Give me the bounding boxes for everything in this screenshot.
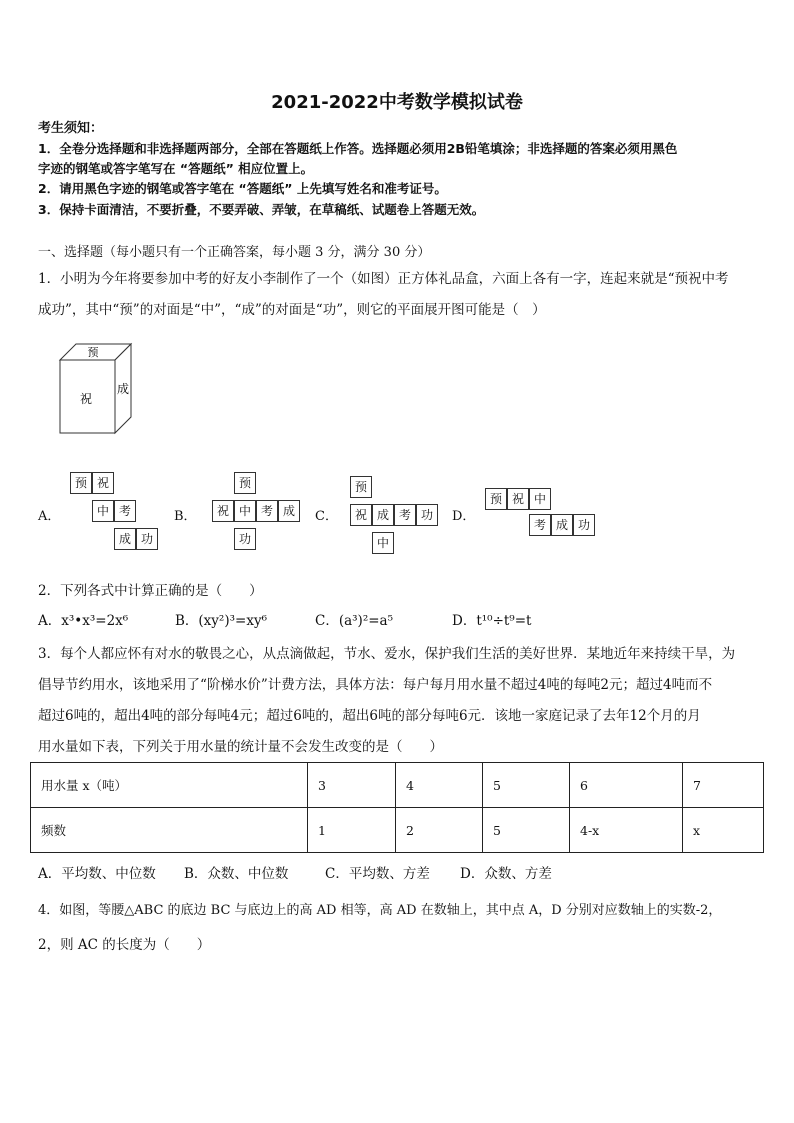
net-cell: 预: [234, 472, 256, 494]
net-cell: 祝: [507, 488, 529, 510]
q3-stem-line-2: 倡导节约用水，该地采用了“阶梯水价”计费方法，具体方法：每户每月用水量不超过4吨的每吨2元；超过4吨而不: [38, 677, 713, 693]
notice-line-4: 3．保持卡面清洁，不要折叠，不要弄破、弄皱，在草稿纸、试题卷上答题无效。: [38, 202, 485, 217]
net-cell: 考: [114, 500, 136, 522]
cube-front-label: 祝: [79, 392, 93, 406]
net-cell: 祝: [212, 500, 234, 522]
q4-stem-line-2: 2，则 AC 的长度为（ ）: [38, 937, 211, 953]
net-cell: 考: [256, 500, 278, 522]
net-cell: 预: [70, 472, 92, 494]
net-cell: 成: [551, 514, 573, 536]
table-cell: 7: [683, 763, 764, 808]
table-row: [31, 808, 764, 853]
q3-option-a[interactable]: A．平均数、中位数: [38, 866, 156, 882]
table-cell: 6: [570, 763, 683, 808]
cube-figure: [56, 340, 136, 436]
net-cell: 中: [92, 500, 114, 522]
net-cell: 功: [416, 504, 438, 526]
q2-option-a[interactable]: A．x³•x³=2x⁶: [38, 613, 129, 629]
net-cell: 考: [394, 504, 416, 526]
table-cell: 2: [396, 808, 483, 853]
net-cell: 祝: [92, 472, 114, 494]
net-cell: 中: [234, 500, 256, 522]
table-cell: 频数: [31, 808, 308, 853]
net-cell: 功: [573, 514, 595, 536]
page-title: 2021-2022中考数学模拟试卷: [271, 92, 523, 113]
q1-option-c-label[interactable]: C．: [315, 509, 338, 524]
q3-option-b[interactable]: B．众数、中位数: [184, 866, 289, 882]
q1-stem-line-1: 1．小明为今年将要参加中考的好友小李制作了一个（如图）正方体礼品盒，六面上各有一字，连起来就是“预祝中考: [38, 271, 729, 287]
table-cell: 1: [308, 808, 396, 853]
q2-stem: 2．下列各式中计算正确的是（ ）: [38, 583, 263, 599]
q3-option-d[interactable]: D．众数、方差: [460, 866, 552, 882]
table-cell: 3: [308, 763, 396, 808]
cube-right-label: 成: [116, 382, 130, 396]
q3-stem-line-3: 超过6吨的，超出4吨的部分每吨4元；超过6吨的，超出6吨的部分每吨6元．该地一家庭记录了去年12个月的月: [38, 708, 701, 724]
q1-option-d-label[interactable]: D．: [452, 509, 476, 524]
cube-top-label: 预: [87, 346, 99, 359]
table-cell: 用水量 x（吨）: [31, 763, 308, 808]
notice-line-1: 1．全卷分选择题和非选择题两部分，全部在答题纸上作答。选择题必须用2B铅笔填涂；非选择题的答案必须用黑色: [38, 141, 678, 156]
net-cell: 中: [372, 532, 394, 554]
notice-heading: 考生须知：: [38, 121, 104, 136]
table-cell: 5: [483, 763, 570, 808]
net-cell: 成: [372, 504, 394, 526]
q1-option-b-label[interactable]: B．: [174, 509, 197, 524]
net-cell: 考: [529, 514, 551, 536]
net-cell: 预: [485, 488, 507, 510]
notice-line-3: 2．请用黑色字迹的钢笔或答字笔在 “答题纸” 上先填写姓名和准考证号。: [38, 181, 447, 196]
table-cell: x: [683, 808, 764, 853]
net-cell: 中: [529, 488, 551, 510]
q3-option-c[interactable]: C．平均数、方差: [325, 866, 430, 882]
net-cell: 祝: [350, 504, 372, 526]
q2-option-c[interactable]: C．(a³)²=a⁵: [315, 613, 394, 629]
q2-option-d[interactable]: D．t¹⁰÷t⁹=t: [452, 613, 532, 629]
table-row: [31, 763, 764, 808]
table-cell: 5: [483, 808, 570, 853]
table-cell: 4-x: [570, 808, 683, 853]
net-cell: 功: [136, 528, 158, 550]
notice-line-2: 字迹的钢笔或答字笔写在 “答题纸” 相应位置上。: [38, 161, 314, 176]
q3-stem-line-4: 用水量如下表，下列关于用水量的统计量不会发生改变的是（ ）: [38, 739, 443, 755]
q4-stem-line-1: 4．如图，等腰△ABC 的底边 BC 与底边上的高 AD 相等，高 AD 在数轴上，其中点 A，D 分别对应数轴上的实数-2，: [38, 903, 722, 918]
net-cell: 成: [278, 500, 300, 522]
section-heading: 一、选择题（每小题只有一个正确答案，每小题 3 分，满分 30 分）: [38, 245, 431, 260]
water-usage-table: [30, 762, 764, 853]
table-cell: 4: [396, 763, 483, 808]
q1-option-a-label[interactable]: A．: [38, 509, 61, 524]
q1-stem-line-2: 成功”，其中“预”的对面是“中”，“成”的对面是“功”，则它的平面展开图可能是（ ）: [38, 302, 546, 318]
net-cell: 预: [350, 476, 372, 498]
net-cell: 功: [234, 528, 256, 550]
q2-option-b[interactable]: B．(xy²)³=xy⁶: [175, 613, 267, 629]
net-cell: 成: [114, 528, 136, 550]
q3-stem-line-1: 3．每个人都应怀有对水的敬畏之心，从点滴做起，节水、爱水，保护我们生活的美好世界．某地近年来持续干旱，为: [38, 646, 736, 662]
